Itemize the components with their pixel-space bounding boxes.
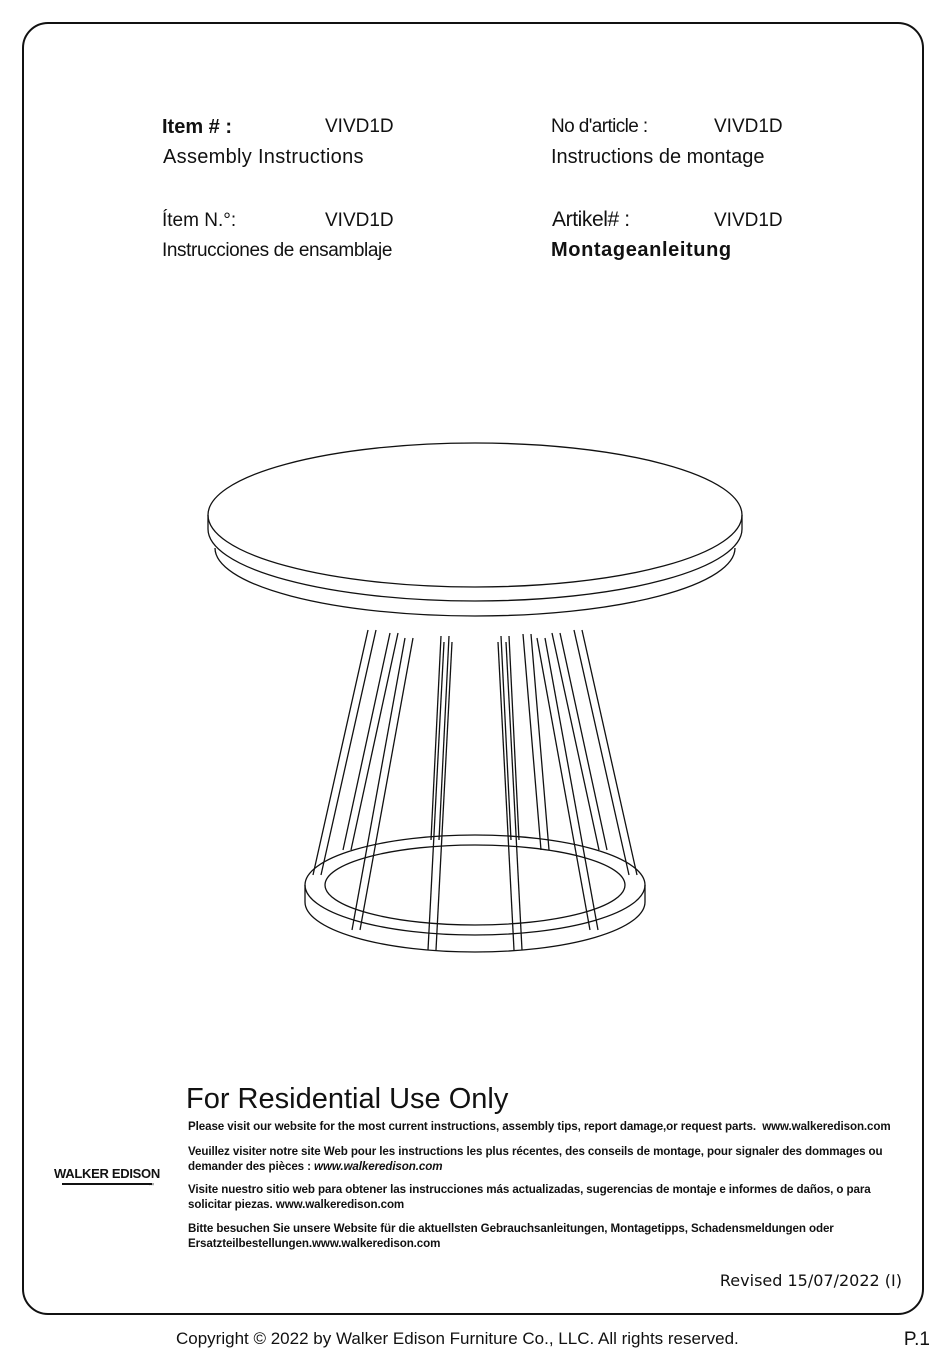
notice-text-de-body: Bitte besuchen Sie unsere Website für die aktuellsten Gebrauchsanleitungen, Montagetipps, Schadensmeldungen oder Ersatzteilbestellungen. bbox=[188, 1222, 834, 1250]
trademark-mark: ™ bbox=[148, 1183, 154, 1189]
revision-date: Revised 15/07/2022 (I) bbox=[719, 1271, 902, 1290]
website-link-es[interactable]: www.walkeredison.com bbox=[275, 1198, 405, 1211]
notice-text-de bbox=[188, 1221, 900, 1251]
title-en: Assembly Instructions bbox=[163, 146, 364, 168]
item-label-en: Item # : bbox=[162, 116, 233, 138]
item-value-de: VIVD1D bbox=[714, 210, 783, 231]
notice-text-fr bbox=[188, 1144, 900, 1174]
residential-heading: For Residential Use Only bbox=[186, 1083, 509, 1115]
logo-text: WALKER EDISON bbox=[54, 1166, 160, 1181]
logo-underline bbox=[62, 1183, 152, 1185]
item-label-de: Artikel# : bbox=[552, 208, 630, 231]
notice-text-en-body: Please visit our website for the most current instructions, assembly tips, report damage,or request parts. bbox=[188, 1120, 756, 1133]
title-fr: Instructions de montage bbox=[551, 146, 765, 168]
title-de: Montageanleitung bbox=[551, 239, 732, 261]
title-es: Instrucciones de ensamblaje bbox=[162, 240, 393, 261]
item-value-fr: VIVD1D bbox=[714, 116, 783, 137]
notice-text-en bbox=[188, 1119, 900, 1134]
walker-edison-logo bbox=[48, 1166, 166, 1189]
notice-text-es-body: Visite nuestro sitio web para obtener las instrucciones más actualizadas, sugerencias de montaje e informes de daños, o para solicitar piezas. bbox=[188, 1183, 871, 1211]
website-link-de[interactable]: www.walkeredison.com bbox=[311, 1237, 441, 1250]
page-number: P.1 bbox=[903, 1329, 930, 1350]
round-table-icon bbox=[195, 430, 755, 970]
copyright-notice: Copyright © 2022 by Walker Edison Furniture Co., LLC. All rights reserved. bbox=[176, 1329, 739, 1348]
website-link-en[interactable]: www.walkeredison.com bbox=[762, 1120, 891, 1133]
website-link-fr[interactable]: www.walkeredison.com bbox=[314, 1160, 443, 1173]
notice-text-es bbox=[188, 1182, 900, 1212]
item-value-en: VIVD1D bbox=[325, 116, 394, 137]
item-label-fr: No d'article : bbox=[551, 116, 648, 137]
notice-text-fr-body: Veuillez visiter notre site Web pour les instructions les plus récentes, des conseils de montage, pour signaler des dommages ou demander des pièces : bbox=[188, 1145, 883, 1173]
item-value-es: VIVD1D bbox=[325, 210, 394, 231]
item-label-es: Ítem N.°: bbox=[162, 210, 237, 231]
